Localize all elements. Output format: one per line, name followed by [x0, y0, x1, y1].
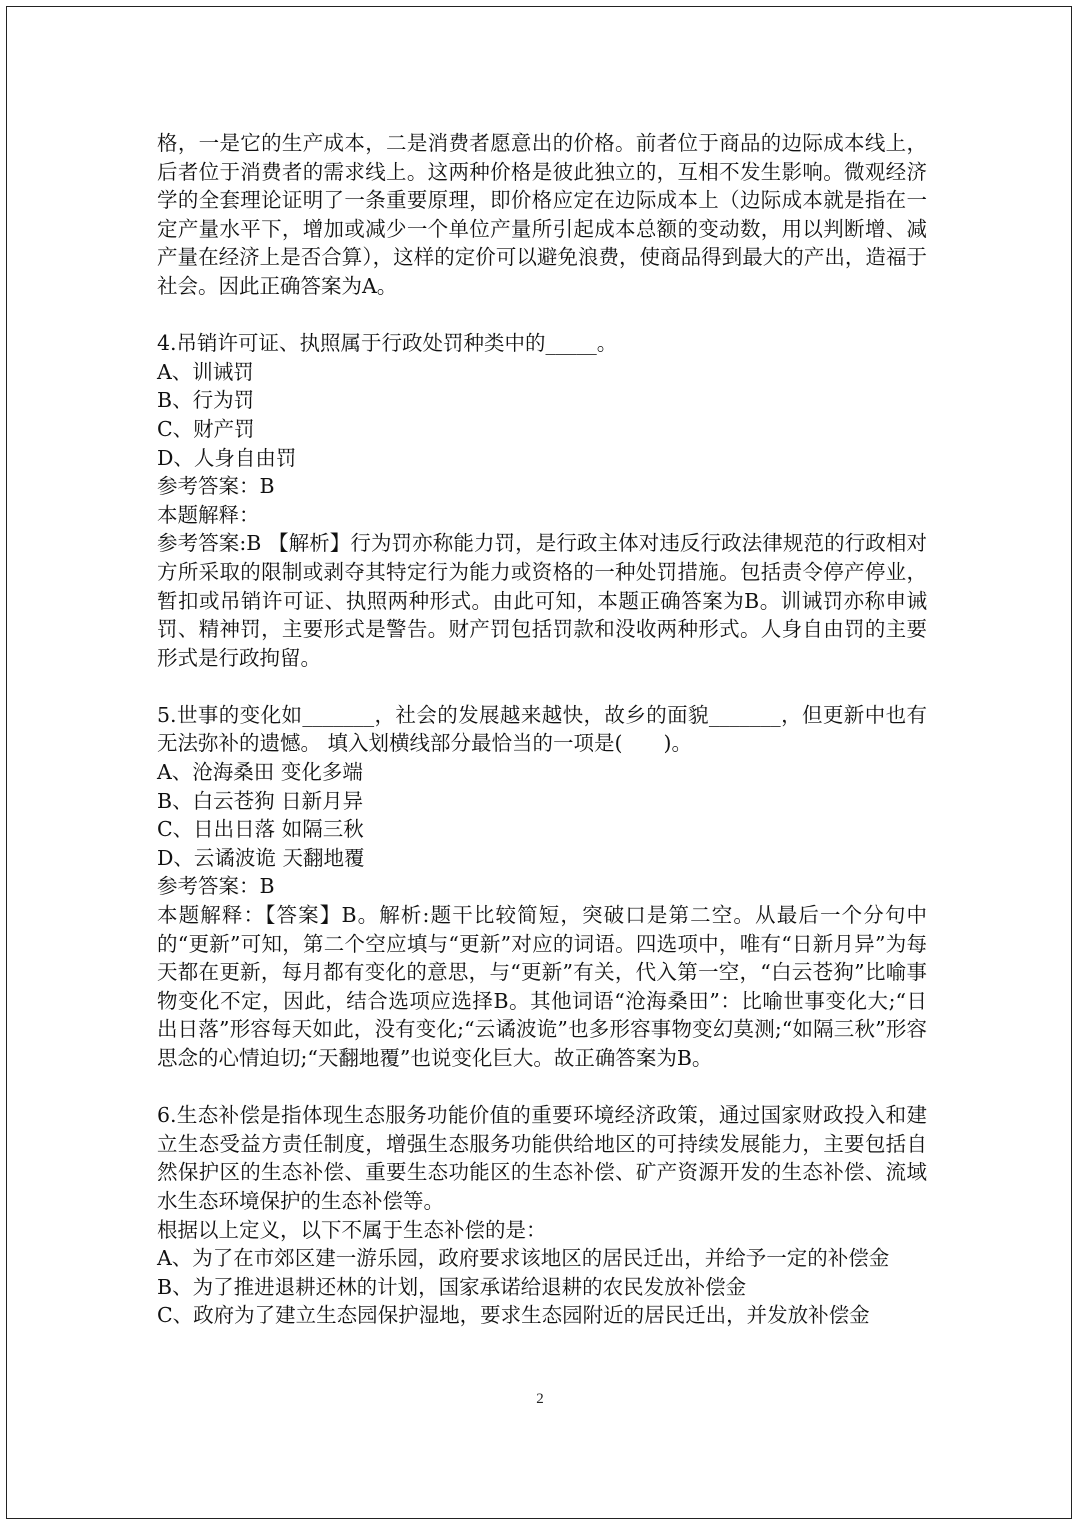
q6-prompt: 根据以上定义，以下不属于生态补偿的是： — [157, 1217, 547, 1242]
q5-answer: 参考答案：B — [157, 874, 275, 899]
q4-explanation: 参考答案:B 【解析】行为罚亦称能力罚，是行政主体对违反行政法律规范的行政相对方所采取的限制或剥夺其特定行为能力或资格的一种处罚措施。包括责令停产停业，暂扣或吊销许可证、执照两种形式。由此可知，本题正确答案为B。训诫罚亦称申诫罚、精神罚，主要形式是警告。财产罚包括罚款和没收两种形式。人身自由罚的主要形式是行政拘留。 — [157, 531, 927, 670]
q5-option-c: C、日出日落 如隔三秋 — [157, 817, 364, 842]
q4-option-d: D、人身自由罚 — [157, 445, 297, 470]
paragraph-gap — [157, 1073, 927, 1102]
question-6: 6.生态补偿是指体现生态服务功能价值的重要环境经济政策，通过国家财政投入和建立生态受益方责任制度，增强生态服务功能供给地区的可持续发展能力，主要包括自然保护区的生态补偿、重要生态功能区的生态补偿、矿产资源开发的生态补偿、流域水生态环境保护的生态补偿等。 — [157, 1103, 927, 1213]
q6-option-c: C、政府为了建立生态园保护湿地，要求生态园附近的居民迁出，并发放补偿金 — [157, 1303, 870, 1328]
q4-answer: 参考答案：B — [157, 474, 275, 499]
q6-option-a: A、为了在市郊区建一游乐园，政府要求该地区的居民迁出，并给予一定的补偿金 — [157, 1246, 890, 1271]
q5-option-b: B、白云苍狗 日新月异 — [157, 788, 364, 813]
q4-option-c: C、财产罚 — [157, 416, 255, 441]
paragraph-gap — [157, 672, 927, 701]
q5-option-d: D、云谲波诡 天翻地覆 — [157, 845, 365, 870]
page-number: 2 — [536, 1391, 544, 1407]
question-4: 4.吊销许可证、执照属于行政处罚种类中的_____。 — [157, 331, 618, 356]
page-content — [157, 129, 927, 1330]
question-5: 5.世事的变化如_______，社会的发展越来越快，故乡的面貌_______，但更新中也有无法弥补的遗憾。 填入划横线部分最恰当的一项是( )。 — [157, 702, 927, 756]
q5-option-a: A、沧海桑田 变化多端 — [157, 760, 363, 785]
q4-option-a: A、训诫罚 — [157, 359, 254, 384]
intro-paragraph: 格，一是它的生产成本，二是消费者愿意出的价格。前者位于商品的边际成本线上，后者位于消费者的需求线上。这两种价格是彼此独立的，互相不发生影响。微观经济学的全套理论证明了一条重要原理，即价格应定在边际成本上（边际成本就是指在一定产量水平下，增加或减少一个单位产量所引起成本总额的变动数，用以判断增、减产量在经济上是否合算），这样的定价可以避免浪费，使商品得到最大的产出，造福于社会。因此正确答案为A。 — [157, 131, 927, 298]
q4-option-b: B、行为罚 — [157, 388, 255, 413]
q5-explanation: 本题解释：【答案】B。解析:题干比较简短，突破口是第二空。从最后一个分句中的“更新”可知，第二个空应填与“更新”对应的词语。四选项中，唯有“日新月异”为每天都在更新，每月都有变化的意思，与“更新”有关，代入第一空，“白云苍狗”比喻事物变化不定，因此，结合选项应选择B。其他词语“沧海桑田”：比喻世事变化大;“日出日落”形容每天如此，没有变化;“云谲波诡”也多形容事物变幻莫测;“如隔三秋”形容思念的心情迫切;“天翻地覆”也说变化巨大。故正确答案为B。 — [157, 903, 927, 1070]
q6-option-b: B、为了推进退耕还林的计划，国家承诺给退耕的农民发放补偿金 — [157, 1274, 747, 1299]
q4-explain-label: 本题解释： — [157, 502, 260, 527]
paragraph-gap — [157, 301, 927, 330]
